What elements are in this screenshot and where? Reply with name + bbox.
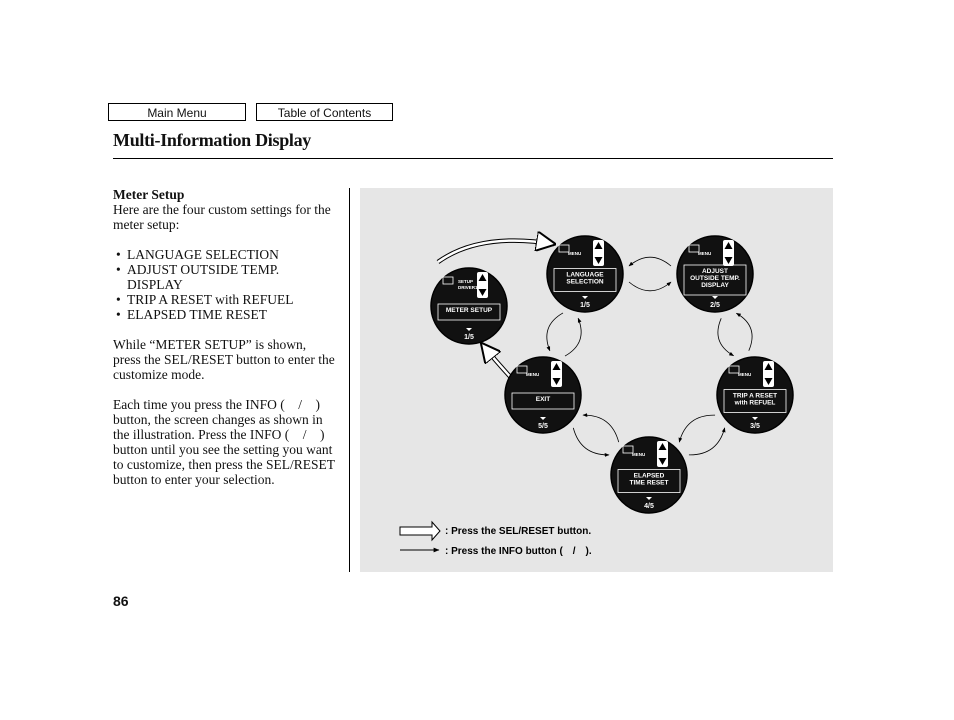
- display-label: TRIP A RESET: [732, 392, 778, 400]
- display-label: LANGUAGE: [566, 271, 604, 279]
- info-button-paragraph: Each time you press the INFO ( / ) button, the screen changes as shown in the illustration. Press the INFO ( / ) button until you see the setting you want to customize, then press the SEL/RESET button to enter your selection.: [113, 397, 335, 487]
- list-item: • LANGUAGE SELECTION: [113, 247, 335, 262]
- menu-label: MENU: [526, 372, 540, 377]
- display-page-number: 1/5: [580, 302, 590, 309]
- display-label: TIME RESET: [629, 479, 669, 487]
- meter-setup-text: [113, 187, 335, 487]
- legend: [400, 522, 592, 557]
- display-label: ADJUST: [701, 268, 729, 275]
- display-screen: [505, 357, 581, 433]
- info-arrow: [565, 318, 581, 356]
- info-arrow: [689, 428, 725, 455]
- setup-label: SETUP: [458, 279, 474, 284]
- menu-label: MENU: [698, 251, 712, 256]
- menu-label: MENU: [738, 372, 752, 377]
- display-label: with REFUEL: [734, 399, 776, 407]
- display-screens: [431, 236, 793, 513]
- setup-label: DRIVER1: [458, 285, 478, 290]
- info-arrow: [573, 428, 609, 455]
- list-item: • ELAPSED TIME RESET: [113, 307, 335, 322]
- section-heading: Meter Setup: [113, 187, 185, 202]
- info-arrow: [718, 318, 734, 355]
- settings-list: [113, 247, 335, 322]
- legend-sel-reset: : Press the SEL/RESET button.: [445, 526, 592, 537]
- display-screen: [547, 236, 623, 312]
- display-page-number: 1/5: [464, 334, 474, 341]
- display-label: OUTSIDE TEMP.: [690, 275, 740, 282]
- page-number: 86: [113, 593, 129, 609]
- sel-reset-arrow-icon: [400, 522, 440, 540]
- info-arrow: [629, 282, 671, 291]
- display-bezel: [505, 357, 581, 433]
- display-label: ELAPSED: [633, 472, 665, 480]
- illustration-panel: [360, 188, 833, 572]
- menu-label: MENU: [568, 251, 582, 256]
- table-of-contents-button[interactable]: Table of Contents: [256, 103, 393, 121]
- column-divider: [349, 188, 350, 572]
- customize-mode-paragraph: While “METER SETUP” is shown, press the SEL/RESET button to enter the customize mode.: [113, 337, 335, 382]
- display-screen: [611, 437, 687, 513]
- display-label: DISPLAY: [701, 282, 729, 289]
- intro-paragraph: Here are the four custom settings for the meter setup:: [113, 202, 331, 232]
- display-page-number: 4/5: [644, 503, 654, 510]
- legend-info-button: : Press the INFO button ( / ).: [445, 546, 592, 557]
- title-divider: [113, 158, 833, 159]
- display-label: SELECTION: [566, 278, 604, 286]
- display-screen: [717, 357, 793, 433]
- info-arrow: [736, 313, 752, 350]
- display-label: EXIT: [535, 396, 551, 403]
- info-arrow: [629, 257, 671, 266]
- display-page-number: 3/5: [750, 423, 760, 430]
- page-title: Multi-Information Display: [113, 130, 312, 150]
- display-page-number: 2/5: [710, 302, 720, 309]
- display-screen: [677, 236, 753, 312]
- meter-setup-diagram: [360, 188, 833, 572]
- display-label: METER SETUP: [445, 307, 493, 314]
- display-screen: [431, 268, 507, 344]
- list-item: • TRIP A RESET with REFUEL: [113, 292, 335, 307]
- display-page-number: 5/5: [538, 423, 548, 430]
- menu-label: MENU: [632, 452, 646, 457]
- info-arrow: [583, 415, 619, 442]
- list-item: • ADJUST OUTSIDE TEMP. DISPLAY: [113, 262, 335, 292]
- info-arrow: [679, 415, 715, 442]
- main-menu-button[interactable]: Main Menu: [108, 103, 246, 121]
- info-arrow: [547, 313, 563, 351]
